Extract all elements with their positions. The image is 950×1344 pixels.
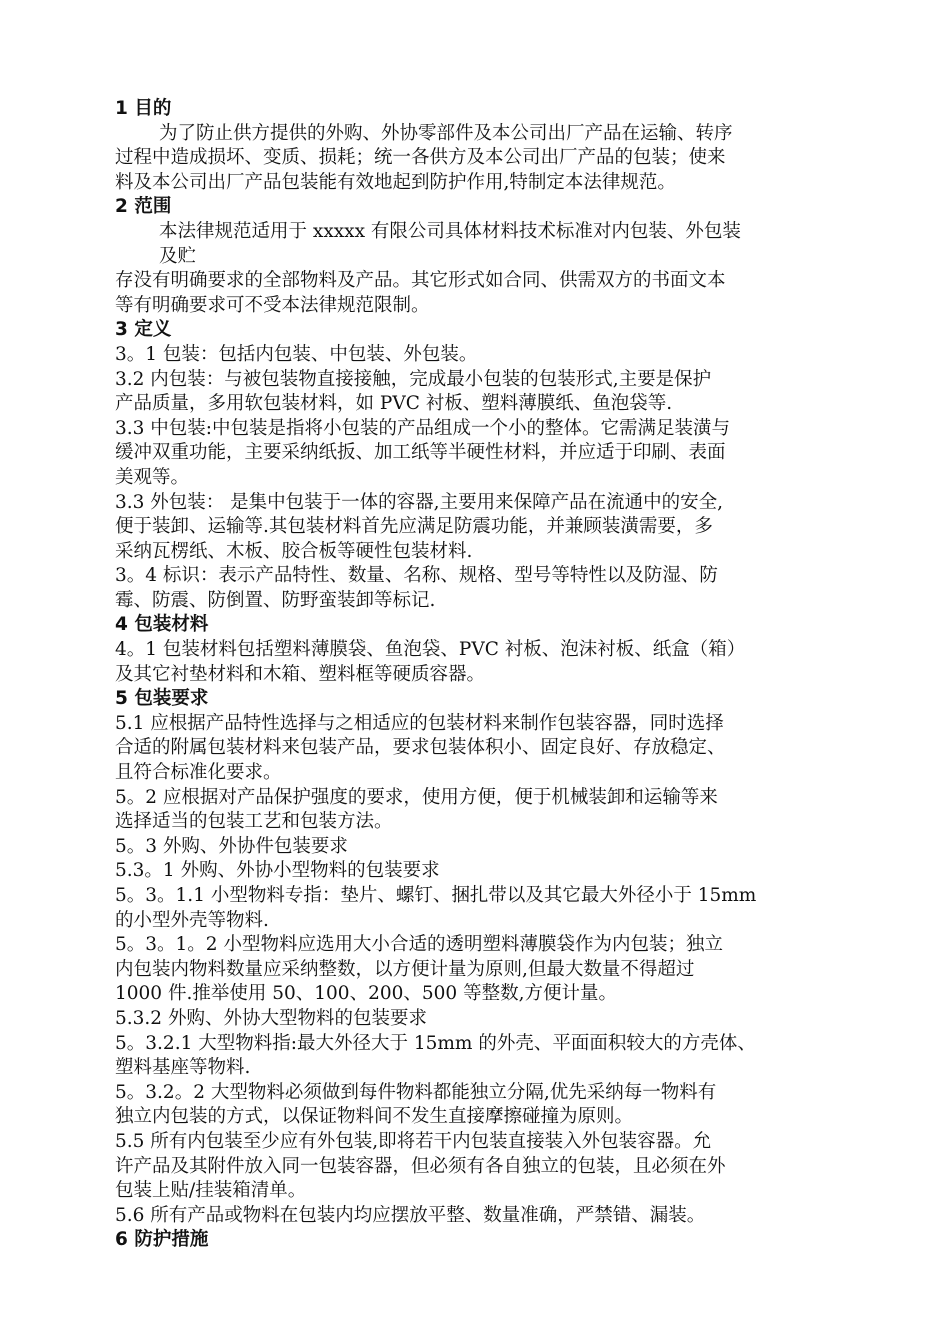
text-line: 1000 件.推举使用 50、100、200、500 等整数,方便计量。 <box>115 983 617 1005</box>
section-heading: 5 包装要求 <box>115 688 209 710</box>
section-heading: 3 定义 <box>115 319 172 341</box>
text-line: 3。4 标识：表示产品特性、数量、名称、规格、型号等特性以及防湿、防 <box>115 565 718 587</box>
text-line: 内包装内物料数量应采纳整数，以方便计量为原则,但最大数量不得超过 <box>115 958 695 980</box>
text-line: 采纳瓦楞纸、木板、胶合板等硬性包装材料. <box>115 540 473 562</box>
text-line: 5.3.2 外购、外协大型物料的包装要求 <box>115 1007 427 1029</box>
text-line: 缓冲双重功能，主要采纳纸扳、加工纸等半硬性材料，并应适于印刷、表面 <box>115 442 726 464</box>
text-line: 本法律规范适用于 xxxxx 有限公司具体材料技术标准对内包装、外包装 <box>159 220 741 242</box>
text-line: 许产品及其附件放入同一包装容器，但必须有各自独立的包装，且必须在外 <box>115 1155 726 1177</box>
text-line: 料及本公司出厂产品包装能有效地起到防护作用,特制定本法律规范。 <box>115 171 676 193</box>
text-line: 3。1 包装：包括内包装、中包装、外包装。 <box>115 343 478 365</box>
text-line: 5.3。1 外购、外协小型物料的包装要求 <box>115 860 440 882</box>
document-body <box>115 97 875 1253</box>
text-line: 便于装卸、运输等.其包装材料首先应满足防震功能，并兼顾装潢需要，多 <box>115 516 713 538</box>
text-line: 美观等。 <box>115 466 190 488</box>
section-heading: 6 防护措施 <box>115 1229 209 1251</box>
text-line: 等有明确要求可不受本法律规范限制。 <box>115 294 430 316</box>
text-line: 包装上贴/挂装箱清单。 <box>115 1180 307 1202</box>
text-line: 过程中造成损坏、变质、损耗；统一各供方及本公司出厂产品的包装；使来 <box>115 147 726 169</box>
text-line: 存没有明确要求的全部物料及产品。其它形式如合同、供需双方的书面文本 <box>115 270 726 292</box>
text-line: 及贮 <box>159 245 197 267</box>
text-line: 选择适当的包装工艺和包装方法。 <box>115 811 393 833</box>
text-line: 霉、防震、防倒置、防野蛮装卸等标记. <box>115 589 436 611</box>
text-line: 合适的附属包装材料来包装产品，要求包装体积小、固定良好、存放稳定、 <box>115 737 726 759</box>
section-heading: 1 目的 <box>115 98 172 119</box>
text-line: 4。1 包装材料包括塑料薄膜袋、鱼泡袋、PVC 衬板、泡沫衬板、纸盒（箱） <box>115 639 746 661</box>
text-line: 3.3 中包装:中包装是指将小包装的产品组成一个小的整体。它需满足装潢与 <box>115 417 731 439</box>
text-line: 5。3.2.1 大型物料指:最大外径大于 15mm 的外壳、平面面积较大的方壳体、 <box>115 1032 756 1054</box>
text-line: 及其它衬垫材料和木箱、塑料框等硬质容器。 <box>115 663 486 685</box>
text-line: 5.5 所有内包装至少应有外包装,即将若干内包装直接装入外包装容器。允 <box>115 1130 712 1152</box>
text-line: 且符合标准化要求。 <box>115 762 282 784</box>
text-line: 塑料基座等物料. <box>115 1057 251 1079</box>
text-line: 5.1 应根据产品特性选择与之相适应的包装材料来制作包装容器，同时选择 <box>115 712 724 734</box>
text-line: 3.3 外包装： 是集中包装于一体的容器,主要用来保障产品在流通中的安全, <box>115 491 723 513</box>
text-line: 5。3.2。2 大型物料必须做到每件物料都能独立分隔,优先采纳每一物料有 <box>115 1081 717 1103</box>
text-line: 5。3 外购、外协件包装要求 <box>115 835 348 857</box>
text-line: 3.2 内包装：与被包装物直接接触，完成最小包装的包装形式,主要是保护 <box>115 368 712 390</box>
text-line: 5。3。1.1 小型物料专指：垫片、螺钉、捆扎带以及其它最大外径小于 15mm <box>115 885 757 906</box>
text-line: 5.6 所有产品或物料在包装内均应摆放平整、数量准确，严禁错、漏装。 <box>115 1204 706 1226</box>
text-line: 5。2 应根据对产品保护强度的要求，使用方便，便于机械装卸和运输等来 <box>115 786 718 808</box>
section-heading: 2 范围 <box>115 196 172 218</box>
text-line: 的小型外壳等物料. <box>115 909 269 931</box>
text-line: 为了防止供方提供的外购、外协零部件及本公司出厂产品在运输、转序 <box>159 122 733 144</box>
section-heading: 4 包装材料 <box>115 614 209 636</box>
text-line: 产品质量，多用软包装材料，如 PVC 衬板、塑料薄膜纸、鱼泡袋等. <box>115 393 673 415</box>
text-line: 独立内包装的方式，以保证物料间不发生直接摩擦碰撞为原则。 <box>115 1106 634 1128</box>
text-line: 5。3。1。2 小型物料应选用大小合适的透明塑料薄膜袋作为内包装；独立 <box>115 934 723 956</box>
